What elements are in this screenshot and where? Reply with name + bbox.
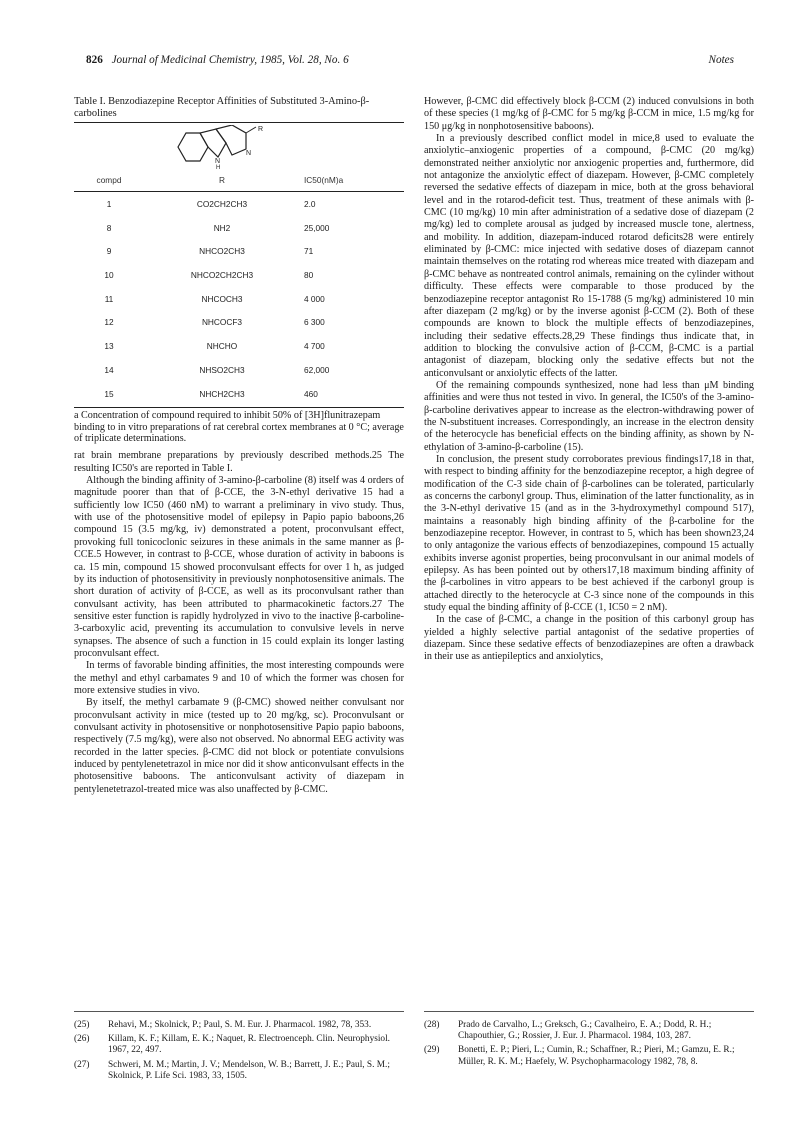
references-divider-right [424, 1011, 754, 1012]
table-row [74, 382, 404, 406]
table-row [74, 263, 404, 287]
cell-compd: 11 [104, 293, 114, 304]
cell-ic50: 2.0 [304, 199, 316, 209]
cell-compd: 13 [104, 341, 114, 352]
journal-citation: Journal of Medicinal Chemistry, 1985, Vol. 28, No. 6 [111, 54, 349, 66]
paragraph: Of the remaining compounds synthesized, none had less than μM binding affinities and were thus not tested in vivo. In general, the IC50's of the 3-amino-β-carboline derivatives appear to increase as the electron-withdrawing power of the N-substituent increases. Correspondingly, an increase in the electron density of the heterocycle has beneficial effects on the binding affinity, as shown by N-ethylation of 3-amino-β-carboline (15). [424, 379, 754, 453]
table-header-row [74, 167, 404, 189]
table-row [74, 216, 404, 240]
structure-h-label: H [216, 165, 221, 169]
table-bottom-rule [74, 407, 404, 408]
cell-ic50: 6 300 [304, 317, 325, 328]
paragraph: In conclusion, the present study corroborates previous findings17,18 in that, with respect to binding affinity for the benzodiazepine receptor, a high degree of modification of the C-3 side chain of β-carbolines can be tolerated, particularly as concerns the carbonyl group. Thus, elimination of the latter functionality, as in the 3-N-ethyl derivative 15 (and as in the 3-hydroxymethyl compound 517), maintains a reasonably high binding affinity of the β-carboline for the benzodiazepine receptor. However, in contrast to 5, which has been shown23,24 to only antagonize the various effects of benzodiazepines, compound 15 actually exhibits inverse agonist properties, being proconvulsant in our animal models of epilepsy. As has been pointed out by others17,18 maximum binding affinity of the β-carbolines in vitro appears to be best achieved if the carbonyl group is attached directly to the heterocycle at C-3 since none of the compounds in this study equal the binding affinity of β-CCE (1, IC50 = 2 nM). [424, 453, 754, 614]
reference [424, 1020, 754, 1042]
table-row [74, 358, 404, 382]
col-header-ic50: IC50(nM)a [304, 175, 344, 185]
paragraph: In terms of favorable binding affinities, the most interesting compounds were the methyl and ethyl carbamates 9 and 10 of which the former was chosen for more extensive studies in vivo. [74, 660, 404, 696]
table-row [74, 287, 404, 311]
col-header-compd: compd [96, 175, 122, 185]
cell-compd: 12 [104, 317, 114, 328]
table-1 [74, 96, 404, 444]
reference-number: (28) [424, 1020, 440, 1030]
cell-compd: 10 [104, 270, 114, 281]
cell-r: NHCOCF3 [201, 317, 243, 328]
cell-ic50: 25,000 [304, 222, 330, 233]
cell-r: NHSO2CH3 [199, 364, 245, 375]
references-divider-left [74, 1011, 404, 1012]
structure-n-label: N [215, 158, 221, 165]
right-column [424, 96, 754, 664]
reference [74, 1034, 404, 1056]
paragraph: In the case of β-CMC, a change in the position of this carbonyl group has yielded a highly selective partial antagonist of the sedative properties of diazepam. Since these sedative effects of benzodiazepines are often a drawback in their use as antiepileptics and anxiolytics, [424, 614, 754, 663]
cell-r: NHCO2CH3 [199, 246, 245, 257]
cell-compd: 14 [104, 364, 114, 375]
reference [74, 1060, 404, 1082]
paragraph: Although the binding affinity of 3-amino-β-carboline (8) itself was 4 orders of magnitude poorer than that of β-CCE, the 3-N-ethyl derivative 15 had a sufficiently low IC50 (460 nM) to warrant a preliminary in vivo study. Thus, with use of the photosensitive model of epilepsy in Papio papio baboons,26 compound 15 (3.5 mg/kg, iv) demonstrated a potent, proconvulsant effect, provoking full tonicoclonic seizures in these animals in the same manner as β-CCE.5 However, in contrast to β-CCE, whose duration of activity in baboons is ca. 15 min, compound 15 showed proconvulsant effects for over 1 h, as judged by its induction of photosensitivity in previously nonphotosensitive animals. The short duration of activity of β-CCE, as well as its proconvulsant rather than convulsant activity, has been attributed to pharmacokinetic factors.27 The sensitive ester function is rapidly hydrolyzed in vivo to the inactive β-carboline-3-carboxylic acid, preventing its accumulation to convulsive levels in nerve synapses. The absence of such a function in 15 could explain its longer lasting proconvulsant effect. [74, 475, 404, 659]
paragraph: By itself, the methyl carbamate 9 (β-CMC) showed neither convulsant nor proconvulsant activity in mice (tested up to 20 mg/kg, sc). Proconvulsant or convulsant activity in photosensitive or nonphotosensitive Papio papio baboons, respectively (7.5 mg/kg), were also not observed. No abnormal EEG activity was recorded in the latter species. β-CMC did not block or potentiate convulsions induced by pentylenetetrazol in mice nor did it show anticonvulsant effects in the photosensitive baboons. The anticonvulsant activity of diazepam in pentylenetetrazol-treated mice was also unaffected by β-CMC. [74, 697, 404, 795]
cell-ic50: 71 [304, 246, 314, 257]
reference-text: Prado de Carvalho, L.; Greksch, G.; Cavalheiro, E. A.; Dodd, R. H.; Chapouthier, G.; Rossier, J. Eur. J. Pharmacol. 1984, 103, 287. [458, 1020, 712, 1042]
table-row [74, 239, 404, 263]
paragraph: However, β-CMC did effectively block β-CCM (2) induced convulsions in both of these species (1 mg/kg of β-CMC for 5 mg/kg β-CCM in mice, 1.5 mg/kg for 150 μg/kg in nonphotosensitive baboons). [424, 96, 754, 132]
reference [424, 1045, 754, 1067]
reference-number: (26) [74, 1034, 90, 1045]
reference-text: Schweri, M. M.; Martin, J. V.; Mendelson, W. B.; Barrett, J. E.; Paul, S. M.; Skolnick, P. Life Sci. 1983, 33, 1505. [108, 1059, 390, 1081]
references-left [74, 1020, 404, 1085]
cell-ic50: 4 000 [304, 293, 325, 304]
reference-text: Killam, K. F.; Killam, E. K.; Naquet, R. Electroenceph. Clin. Neurophysiol. 1967, 22, 497. [108, 1034, 390, 1056]
paragraph: rat brain membrane preparations by previously described methods.25 The resulting IC50's are reported in Table I. [74, 450, 404, 474]
left-column [74, 96, 404, 796]
cell-ic50: 4 700 [304, 341, 325, 352]
table-footnote: a Concentration of compound required to inhibit 50% of [3H]flunitrazepam binding to in vitro preparations of rat cerebral cortex membranes at 0 °C; average of triplicate determinations. [74, 410, 404, 444]
structure-r-label: R [258, 126, 264, 133]
cell-ic50: 460 [304, 388, 318, 399]
reference-number: (27) [74, 1059, 90, 1070]
structure-n2-label: N [246, 150, 252, 157]
cell-r: NHCHO [206, 341, 238, 352]
paragraph: In a previously described conflict model in mice,8 used to evaluate the anxiolytic–anxiogenic properties of a compound, β-CMC (20 mg/kg) demonstrated neither anxiolytic nor anxiogenic properties and, furthermore, did not antagonize the anxiolytic effect of diazepam. However, β-CMC completely reversed the sedative effects of diazepam in mice, both at the gross behavioral level and in the rotarod-deficit test. Thus, treatment of these animals with β-CMC (10 mg/kg) 10 min after administration of a sedative dose of diazepam (2 mg/kg) led to complete arousal as judged by increased muscle tone, alertness, and mobility. In addition, diazepam-induced rotarod deficits28 were entirely eliminated by β-CMC: mice injected with sedative doses of diazepam cannot maintain themselves on the rotating rod whereas mice treated with diazepam and β-CMC behave as nontreated control animals, remaining on the cylinder without difficulty. These effects were comparable to those produced by the benzodiazepine receptor antagonist Ro 15-1788 (5 mg/kg) administered 10 min after diazepam (2 mg/kg) or by the inverse agonist β-CCM (2). Both of these compounds are known to block the multiple effects of benzodiazepines, including their sedative effects.28,29 These findings thus indicate that, in addition to blocking the convulsive action of β-CCM, β-CMC is a partial antagonist of diazepam, blocking only the sedative effects but not the anticonvulsant or anxiolytic effects of the latter. [424, 133, 754, 379]
table-caption: Table I. Benzodiazepine Receptor Affinities of Substituted 3-Amino-β-carbolines [74, 96, 370, 119]
table-row [74, 192, 404, 216]
reference-number: (25) [74, 1020, 90, 1030]
cell-r: CO2CH2CH3 [196, 199, 248, 209]
section-label: Notes [708, 54, 734, 66]
cell-r: NHCH2CH3 [199, 388, 245, 399]
page-number: 826 [86, 54, 103, 66]
cell-r: NHCOCH3 [201, 293, 243, 304]
beta-carboline-structure-icon [170, 125, 290, 169]
reference-number: (29) [424, 1045, 440, 1056]
cell-ic50: 80 [304, 270, 314, 281]
reference-text: Rehavi, M.; Skolnick, P.; Paul, S. M. Eur. J. Pharmacol. 1982, 78, 353. [108, 1020, 372, 1030]
reference [74, 1020, 404, 1031]
table-row [74, 334, 404, 358]
table-row [74, 310, 404, 334]
cell-compd: 15 [104, 388, 114, 399]
cell-r: NH2 [213, 222, 231, 233]
references-right [424, 1020, 754, 1071]
chemical-structure [74, 123, 404, 167]
cell-r: NHCO2CH2CH3 [190, 270, 254, 281]
cell-compd: 8 [106, 222, 112, 233]
cell-ic50: 62,000 [304, 364, 330, 375]
reference-text: Bonetti, E. P.; Pieri, L.; Cumin, R.; Schaffner, R.; Pieri, M.; Gamzu, E. R.; Müller, R. K. M.; Haefely, W. Psychopharmacology 1982, 78, 8. [458, 1045, 735, 1067]
col-header-r: R [219, 175, 225, 185]
running-header [86, 54, 734, 66]
cell-compd: 1 [106, 199, 112, 209]
cell-compd: 9 [106, 246, 112, 257]
